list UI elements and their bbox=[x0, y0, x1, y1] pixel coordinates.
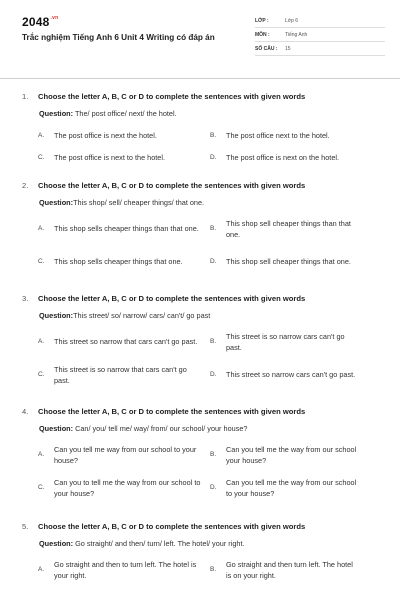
meta-table bbox=[255, 14, 385, 56]
question-stem: Question:This shop/ sell/ cheaper things/ that one. bbox=[39, 198, 205, 207]
question-number: 3. bbox=[22, 294, 29, 303]
option-c[interactable]: C. This street is so narrow that cars can't go past. bbox=[38, 364, 187, 385]
question-number: 2. bbox=[22, 181, 29, 190]
question-stem: Question:This street/ so/ narrow/ cars/ can't/ go past bbox=[39, 311, 211, 320]
question-number: 5. bbox=[22, 522, 29, 531]
option-d[interactable]: D. This street so narrow cars can't go past. bbox=[210, 370, 356, 379]
meta-row-subject: MÔN : Tiếng Anh bbox=[255, 28, 385, 42]
option-c[interactable]: C. The post office is next to the hotel. bbox=[38, 152, 166, 162]
question-prompt: Choose the letter A, B, C or D to complete the sentences with given words bbox=[38, 181, 306, 190]
option-d[interactable]: D. Can you tell me the way from our school to your house? bbox=[210, 477, 357, 498]
site-logo[interactable]: $2048^{.vn}$ bbox=[22, 15, 59, 29]
answer-options bbox=[38, 328, 360, 388]
option-b[interactable]: B. Can you tell me the way from our school your house? bbox=[210, 444, 357, 465]
meta-row-count: SỐ CÂU : 15 bbox=[255, 42, 385, 56]
question-1 bbox=[0, 92, 339, 166]
option-b[interactable]: B. This street is so narrow cars can't go past. bbox=[210, 331, 345, 352]
question-prompt: Choose the letter A, B, C or D to complete the sentences with given words bbox=[38, 92, 306, 101]
option-a[interactable]: A. This shop sells cheaper things than that one. bbox=[38, 224, 199, 233]
meta-row-class: LỚP : Lớp 6 bbox=[255, 14, 385, 28]
question-number: 4. bbox=[22, 407, 29, 416]
question-prompt: Choose the letter A, B, C or D to complete the sentences with given words bbox=[38, 294, 306, 303]
option-a[interactable]: A. Can you tell me way from our school to your house? bbox=[38, 444, 197, 465]
option-d[interactable]: D. This shop sell cheaper things that one. bbox=[210, 257, 351, 266]
question-stem: Question: Go straight/ and then/ turn/ left. The hotel/ your right. bbox=[39, 539, 245, 548]
option-b[interactable]: B. This shop sell cheaper things than that one. bbox=[210, 218, 351, 239]
question-2 bbox=[0, 181, 360, 275]
answer-options bbox=[38, 126, 339, 166]
answer-options bbox=[38, 215, 360, 275]
option-a[interactable]: A. Go straight and then to turn left. The hotel is your right. bbox=[38, 559, 197, 580]
question-prompt: Choose the letter A, B, C or D to complete the sentences with given words bbox=[38, 407, 306, 416]
question-3 bbox=[0, 294, 360, 388]
header-divider bbox=[0, 78, 400, 79]
question-prompt: Choose the letter A, B, C or D to complete the sentences with given words bbox=[38, 522, 306, 531]
page-title: Trắc nghiệm Tiếng Anh 6 Unit 4 Writing có đáp án bbox=[22, 33, 215, 42]
question-stem: Question: Can/ you/ tell me/ way/ from/ our school/ your house? bbox=[39, 424, 248, 433]
option-b[interactable]: B. The post office next to the hotel. bbox=[210, 130, 330, 140]
option-b[interactable]: B. Go straight and then turn left. The hotel is on your right. bbox=[210, 559, 353, 580]
answer-options bbox=[38, 441, 360, 501]
question-stem: Question: The/ post office/ next/ the hotel. bbox=[39, 109, 177, 118]
option-a[interactable]: A. This street so narrow that cars can't go past. bbox=[38, 337, 198, 346]
answer-options bbox=[38, 556, 360, 583]
option-c[interactable]: C. This shop sells cheaper things that one. bbox=[38, 257, 183, 266]
question-4 bbox=[0, 407, 360, 501]
option-c[interactable]: C. Can you to tell me the way from our school to your house? bbox=[38, 477, 201, 498]
page-header bbox=[0, 0, 400, 62]
question-5 bbox=[0, 522, 360, 583]
option-a[interactable]: A. The post office is next the hotel. bbox=[38, 130, 157, 140]
question-number: 1. bbox=[22, 92, 29, 101]
option-d[interactable]: D. The post office is next on the hotel. bbox=[210, 152, 340, 162]
